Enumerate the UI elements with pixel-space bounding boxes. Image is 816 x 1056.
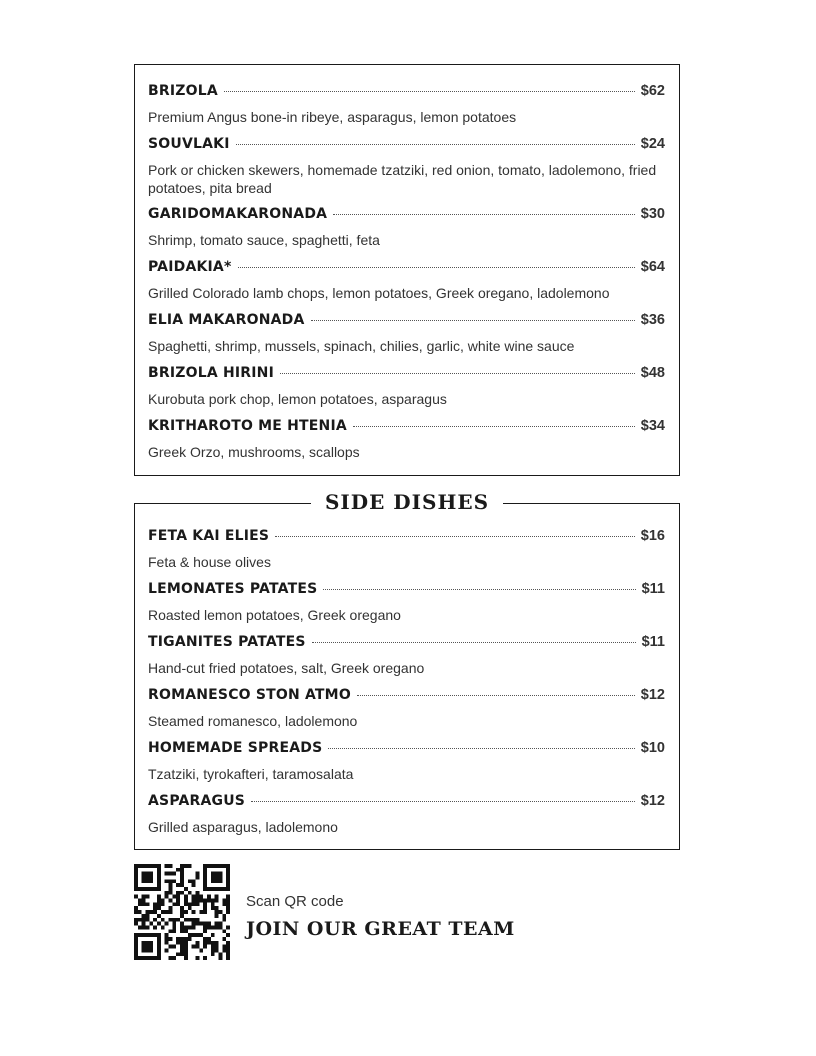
dot-leader bbox=[357, 695, 635, 696]
section-title: SIDE DISHES bbox=[311, 490, 503, 514]
item-price: $34 bbox=[640, 418, 665, 434]
menu-item bbox=[148, 83, 665, 136]
dot-leader bbox=[224, 91, 635, 92]
item-price: $11 bbox=[641, 581, 665, 597]
item-description: Pork or chicken skewers, homemade tzatziki, red onion, tomato, ladolemono, fried potatoes, pita bread bbox=[148, 162, 657, 196]
menu-item bbox=[148, 312, 665, 365]
menu-item bbox=[148, 528, 665, 581]
item-name: TIGANITES PATATES bbox=[148, 634, 306, 650]
mains-section bbox=[134, 64, 680, 476]
item-description: Grilled Colorado lamb chops, lemon potatoes, Greek oregano, ladolemono bbox=[148, 285, 610, 301]
item-name: KRITHAROTO ME HTENIA bbox=[148, 418, 347, 434]
side-dishes-section bbox=[134, 490, 680, 850]
join-team-heading: JOIN OUR GREAT TEAM bbox=[246, 918, 515, 940]
item-name: ROMANESCO STON ATMO bbox=[148, 687, 351, 703]
item-description: Hand-cut fried potatoes, salt, Greek oregano bbox=[148, 660, 425, 676]
item-name: SOUVLAKI bbox=[148, 136, 230, 152]
item-price: $64 bbox=[640, 259, 665, 275]
dot-leader bbox=[353, 426, 635, 427]
section-heading bbox=[135, 490, 679, 516]
item-price: $16 bbox=[640, 528, 665, 544]
item-price: $36 bbox=[640, 312, 665, 328]
menu-item bbox=[148, 206, 665, 259]
menu-item bbox=[148, 740, 665, 793]
menu-item bbox=[148, 418, 665, 471]
menu-item bbox=[148, 793, 665, 846]
item-description: Feta & house olives bbox=[148, 554, 271, 570]
item-price: $11 bbox=[641, 634, 665, 650]
dot-leader bbox=[311, 320, 635, 321]
menu-item bbox=[148, 365, 665, 418]
item-description: Premium Angus bone-in ribeye, asparagus, lemon potatoes bbox=[148, 109, 517, 125]
menu-item bbox=[148, 581, 665, 634]
item-name: LEMONATES PATATES bbox=[148, 581, 318, 597]
item-description: Kurobuta pork chop, lemon potatoes, asparagus bbox=[148, 391, 447, 407]
item-price: $62 bbox=[640, 83, 665, 99]
dot-leader bbox=[236, 144, 635, 145]
item-name: GARIDOMAKARONADA bbox=[148, 206, 328, 222]
item-name: ASPARAGUS bbox=[148, 793, 246, 809]
item-name: ELIA MAKARONADA bbox=[148, 312, 305, 328]
item-description: Spaghetti, shrimp, mussels, spinach, chilies, garlic, white wine sauce bbox=[148, 338, 575, 354]
item-price: $24 bbox=[640, 136, 665, 152]
dot-leader bbox=[328, 748, 634, 749]
item-name: PAIDAKIA* bbox=[148, 259, 232, 275]
dot-leader bbox=[280, 373, 635, 374]
menu-item bbox=[148, 634, 665, 687]
dot-leader bbox=[333, 214, 635, 215]
menu-item bbox=[148, 259, 665, 312]
item-description: Tzatziki, tyrokafteri, taramosalata bbox=[148, 766, 354, 782]
item-price: $48 bbox=[640, 365, 665, 381]
menu-item bbox=[148, 687, 665, 740]
dot-leader bbox=[238, 267, 635, 268]
item-price: $10 bbox=[640, 740, 665, 756]
item-description: Greek Orzo, mushrooms, scallops bbox=[148, 444, 360, 460]
dot-leader bbox=[251, 801, 635, 802]
item-description: Steamed romanesco, ladolemono bbox=[148, 713, 358, 729]
item-name: BRIZOLA bbox=[148, 83, 218, 99]
item-name: FETA KAI ELIES bbox=[148, 528, 270, 544]
scan-qr-label: Scan QR code bbox=[246, 893, 344, 910]
item-description: Grilled asparagus, ladolemono bbox=[148, 819, 338, 835]
item-price: $30 bbox=[640, 206, 665, 222]
item-description: Shrimp, tomato sauce, spaghetti, feta bbox=[148, 232, 380, 248]
item-price: $12 bbox=[640, 687, 665, 703]
dot-leader bbox=[323, 589, 635, 590]
menu-item bbox=[148, 136, 665, 206]
item-price: $12 bbox=[640, 793, 665, 809]
qr-code-icon[interactable] bbox=[134, 864, 230, 960]
item-description: Roasted lemon potatoes, Greek oregano bbox=[148, 607, 401, 623]
dot-leader bbox=[312, 642, 636, 643]
item-name: BRIZOLA HIRINI bbox=[148, 365, 274, 381]
dot-leader bbox=[275, 536, 635, 537]
item-name: HOMEMADE SPREADS bbox=[148, 740, 323, 756]
